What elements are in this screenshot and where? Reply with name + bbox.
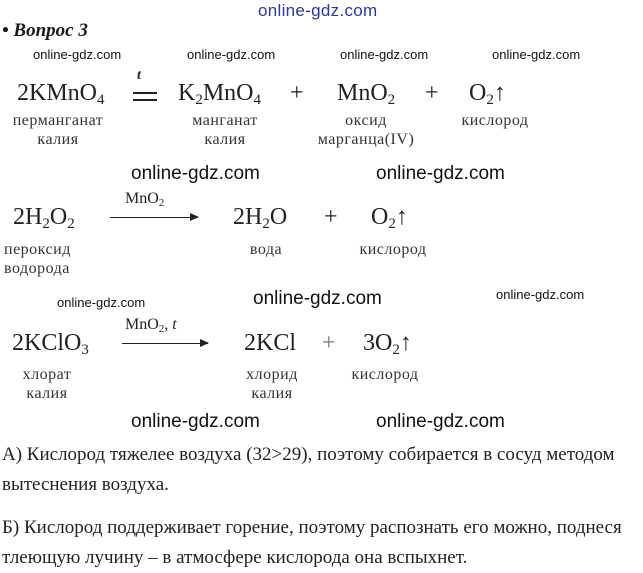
- eq1-product-1: $K_2MnO_4$: [178, 80, 262, 108]
- eq2-product-1-label: вода: [249, 241, 283, 258]
- answer-b: Б) Кислород поддерживает горение, поэтому распознать его можно, поднеся тлеющую лучину – в атмосфере кислорода она вспыхнет.: [2, 517, 622, 568]
- eq1-reactant: 2KMnO$_4$: [17, 80, 105, 108]
- eq1-reactant-label: перманганат калия: [12, 112, 104, 148]
- eq3-catalyst: MnO$_2$, t: [125, 316, 177, 335]
- plus-sign: +: [324, 204, 338, 230]
- watermark: online-gdz.com: [253, 288, 382, 309]
- watermark: online-gdz.com: [33, 47, 122, 62]
- question-title: • Вопрос 3: [2, 20, 88, 41]
- equals-sign-top: [133, 92, 157, 94]
- reaction-arrow: [110, 217, 198, 218]
- watermark: online-gdz.com: [131, 163, 260, 184]
- watermark: online-gdz.com: [187, 47, 276, 62]
- plus-sign: +: [322, 330, 336, 356]
- watermark: online-gdz.com: [496, 287, 585, 302]
- watermark: online-gdz.com: [376, 163, 505, 184]
- eq2-product-2-label: кислород: [359, 241, 427, 258]
- eq3-product-2-label: кислород: [351, 366, 419, 383]
- eq2-product-2: $O_2↑$: [371, 204, 408, 232]
- eq3-product-1: 2KCl: [244, 330, 297, 356]
- eq2-catalyst: MnO$_2$: [125, 190, 165, 209]
- watermark: online-gdz.com: [131, 411, 260, 432]
- eq1-product-1-label: манганат калия: [192, 112, 258, 148]
- equals-sign-bottom: [133, 99, 157, 101]
- eq2-reactant: $2H_2O_2$: [13, 204, 75, 232]
- eq2-product-1: $2H_2O$: [233, 204, 288, 232]
- plus-sign: +: [290, 80, 304, 106]
- eq2-reactant-label: пероксид водорода: [4, 241, 71, 277]
- eq1-condition: t: [137, 68, 141, 83]
- eq3-reactant-label: хлорат калия: [22, 366, 72, 402]
- watermark: online-gdz.com: [492, 47, 581, 62]
- eq3-product-1-label: хлорид калия: [246, 366, 298, 402]
- plus-sign: +: [425, 80, 439, 106]
- eq3-product-2: $3O_2↑$: [363, 330, 412, 358]
- watermark: online-gdz.com: [340, 47, 429, 62]
- watermark-top: online-gdz.com: [258, 1, 378, 20]
- eq3-reactant: 2KClO$_3$: [12, 330, 89, 358]
- watermark: online-gdz.com: [57, 295, 146, 310]
- eq1-product-3-label: кислород: [461, 112, 529, 129]
- eq1-product-2-label: оксид марганца(IV): [317, 112, 415, 148]
- eq1-product-2: MnO$_2$: [337, 80, 396, 108]
- watermark: online-gdz.com: [376, 411, 505, 432]
- answer-a: А) Кислород тяжелее воздуха (32>29), поэтому собирается в сосуд методом вытеснения воздуха.: [2, 444, 615, 495]
- eq1-product-3: $O_2↑$: [469, 80, 506, 108]
- reaction-arrow: [122, 343, 208, 344]
